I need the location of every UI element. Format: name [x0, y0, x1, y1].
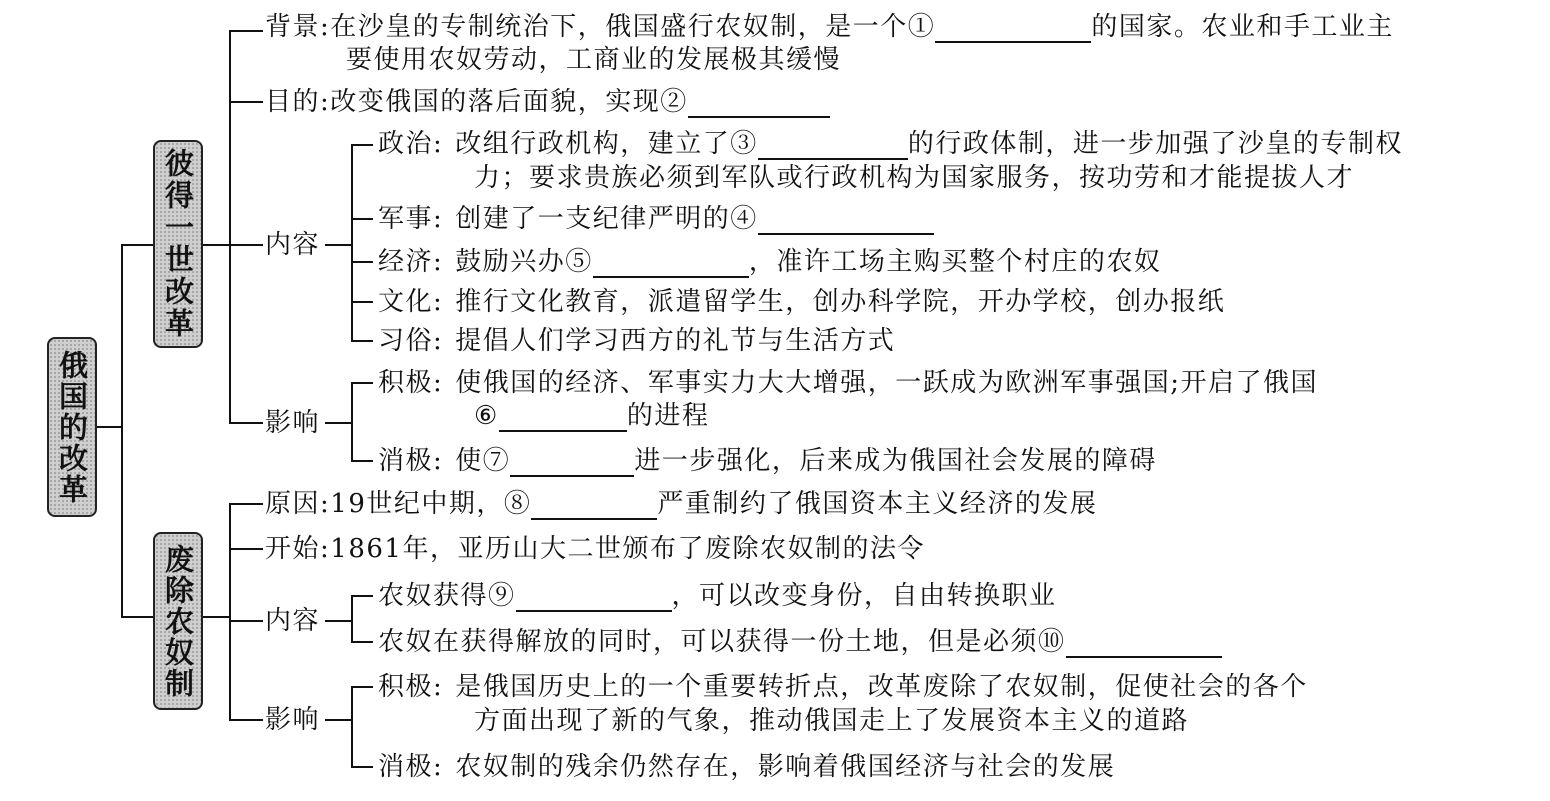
serfdom-content-item-2: 农奴在获得解放的同时，可以获得一份土地，但是必须⑩	[378, 626, 1222, 658]
connector	[229, 30, 231, 424]
military-key: 军事	[378, 204, 434, 234]
connector	[351, 261, 373, 263]
connector	[325, 719, 353, 721]
peter-reform-node	[153, 140, 203, 348]
connector	[203, 616, 229, 618]
purpose-row: 目的:改变俄国的落后面貌，实现②	[265, 86, 830, 118]
politics-key: 政治	[378, 129, 434, 159]
blank-1[interactable]	[935, 15, 1091, 43]
politics-row: 政治: 改组行政机构，建立了③ 的行政体制，进一步加强了沙皇的专制权	[378, 129, 1403, 159]
blank-5[interactable]	[593, 250, 749, 278]
connector	[229, 719, 263, 721]
root-label: 俄国的改革	[55, 349, 89, 505]
blank-2[interactable]	[688, 90, 830, 118]
blank-3[interactable]	[758, 132, 908, 160]
connector	[325, 422, 353, 424]
blank-10[interactable]	[1066, 630, 1222, 658]
serfdom-content-key: 内容	[265, 606, 321, 636]
serfdom-influence-key: 影响	[265, 705, 321, 735]
connector	[229, 503, 231, 721]
military-row: 军事: 创建了一支纪律严明的④	[378, 203, 934, 235]
start-key: 开始	[265, 534, 321, 564]
connector	[351, 460, 373, 462]
cause-row: 原因:19世纪中期，⑧ 严重制约了俄国资本主义经济的发展	[265, 489, 1098, 519]
background-row-2: 要使用农奴劳动，工商业的发展极其缓慢	[346, 45, 842, 75]
root-node	[47, 337, 97, 517]
serfdom-positive-key: 积极	[378, 672, 434, 702]
economy-key: 经济	[378, 247, 434, 277]
custom-key: 习俗	[378, 326, 434, 356]
connector	[351, 340, 373, 342]
custom-row: 习俗: 提倡人们学习西方的礼节与生活方式	[378, 326, 896, 356]
blank-7[interactable]	[510, 449, 634, 477]
connector	[229, 244, 263, 246]
connector	[351, 641, 373, 643]
economy-row: 经济: 鼓励兴办⑤ ，准许工场主购买整个村庄的农奴	[378, 247, 1162, 277]
connector	[351, 686, 373, 688]
culture-key: 文化	[378, 287, 434, 317]
connector	[351, 144, 373, 146]
connector	[229, 503, 263, 505]
connector	[97, 426, 121, 428]
blank-6[interactable]	[499, 404, 627, 432]
connector	[229, 620, 263, 622]
blank-9[interactable]	[516, 584, 672, 612]
peter-influence-key: 影响	[265, 408, 321, 438]
connector	[229, 422, 263, 424]
connector	[351, 382, 353, 462]
connector	[121, 616, 153, 618]
serfdom-content-item-1: 农奴获得⑨ ，可以改变身份，自由转换职业	[378, 581, 1057, 611]
connector	[351, 144, 353, 342]
politics-row-2: 力；要求贵族必须到军队或行政机构为国家服务，按功劳和才能提拔人才	[474, 163, 1355, 193]
serfdom-abolition-label: 废除农奴制	[161, 543, 195, 699]
connector	[121, 244, 123, 618]
connector	[351, 595, 373, 597]
connector	[351, 301, 373, 303]
blank-8[interactable]	[531, 492, 657, 520]
serfdom-negative-row: 消极: 农奴制的残余仍然存在，影响着俄国经济与社会的发展	[378, 752, 1116, 782]
cause-key: 原因	[265, 489, 321, 519]
connector	[229, 30, 263, 32]
serfdom-positive-row-2: 方面出现了新的气象，推动俄国走上了发展资本主义的道路	[474, 706, 1190, 736]
connector	[351, 595, 353, 643]
connector	[325, 620, 353, 622]
connector	[203, 244, 229, 246]
peter-positive-row: 积极: 使俄国的经济、军事实力大大增强，一跃成为欧洲军事强国;开启了俄国	[378, 368, 1319, 398]
peter-reform-label: 彼得一世改革	[161, 148, 195, 340]
connector	[121, 244, 153, 246]
purpose-key: 目的	[265, 87, 321, 117]
serfdom-negative-key: 消极	[378, 752, 434, 782]
connector	[229, 548, 263, 550]
connector	[351, 382, 373, 384]
blank-4[interactable]	[758, 207, 934, 235]
peter-negative-key: 消极	[378, 446, 434, 476]
background-row: 背景:在沙皇的专制统治下，俄国盛行农奴制，是一个① 的国家。农业和手工业主	[265, 12, 1394, 42]
peter-content-key: 内容	[265, 230, 321, 260]
start-row: 开始:1861年，亚历山大二世颁布了废除农奴制的法令	[265, 534, 925, 564]
peter-positive-row-2: ⑥ 的进程	[474, 401, 710, 431]
background-key: 背景	[265, 12, 321, 42]
serfdom-positive-row: 积极: 是俄国历史上的一个重要转折点，改革废除了农奴制，促使社会的各个	[378, 672, 1308, 702]
peter-positive-key: 积极	[378, 368, 434, 398]
serfdom-abolition-node	[153, 532, 203, 710]
peter-negative-row: 消极: 使⑦ 进一步强化，后来成为俄国社会发展的障碍	[378, 446, 1157, 476]
connector	[325, 244, 353, 246]
connector	[351, 766, 373, 768]
culture-row: 文化: 推行文化教育，派遣留学生，创办科学院，开办学校，创办报纸	[378, 287, 1226, 317]
connector	[351, 686, 353, 768]
connector	[351, 218, 373, 220]
connector	[229, 101, 263, 103]
